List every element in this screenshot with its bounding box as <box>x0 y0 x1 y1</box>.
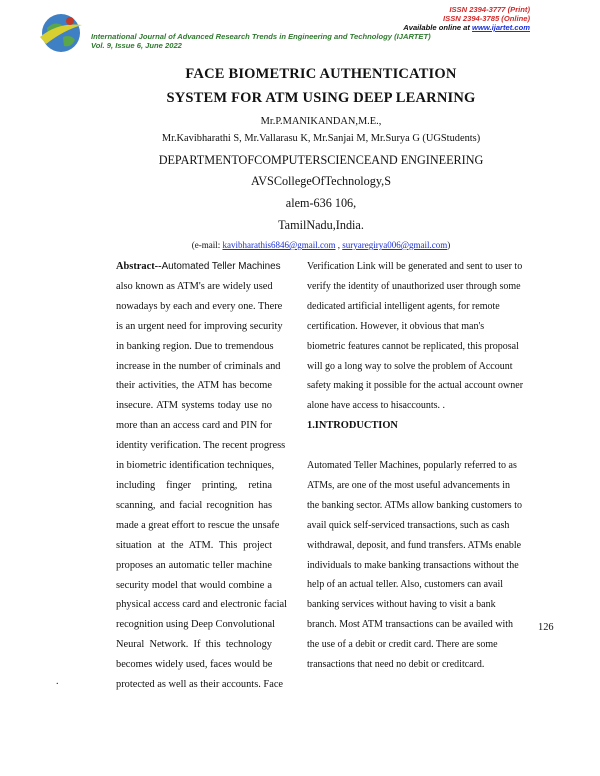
issn-print: ISSN 2394-3777 (Print) <box>449 5 530 14</box>
body-line: biometric features cannot be replicated, this proposal <box>307 340 519 352</box>
abstract-line: made a great effort to rescue the unsafe <box>116 519 280 531</box>
journal-logo-icon <box>38 10 84 56</box>
journal-name: International Journal of Advanced Research Trends in Engineering and Technology (IJARTET) <box>91 32 431 41</box>
section-heading: 1.INTRODUCTION <box>307 420 398 432</box>
email-prefix: (e-mail: <box>191 240 223 250</box>
abstract-line: increase in the number of criminals and <box>116 360 281 372</box>
body-line: safety making it possible for the actual account owner <box>307 380 524 392</box>
right-column <box>307 257 559 675</box>
paper-title-line1: FACE BIOMETRIC AUTHENTICATION <box>185 66 457 82</box>
abstract-line: more than an access card and PIN for <box>116 420 272 432</box>
body-line: the banking sector. ATMs allow banking customers to <box>307 499 522 511</box>
email-suffix: ) <box>447 240 451 250</box>
email-link-1[interactable]: kavibharathis6846@gmail.com <box>222 240 336 250</box>
available-prefix: Available online at <box>403 23 473 32</box>
abstract-line: including finger printing, retina <box>116 479 272 491</box>
abstract-label: Abstract-- <box>116 261 162 272</box>
abstract-line: also known as ATM's are widely used <box>116 280 273 292</box>
abstract-column <box>116 257 288 695</box>
body-line: the use of a debit or credit card. There are some <box>307 639 498 651</box>
department: DEPARTMENTOFCOMPUTERSCIENCEAND ENGINEERING <box>158 153 484 167</box>
abstract-line: Abstract--Automated Teller Machines <box>116 261 281 272</box>
abstract-line: Neural Network. If this technology <box>116 639 272 651</box>
body-line: will go a long way to solve the problem of Account <box>307 360 513 372</box>
body-line: branch. Most ATM transactions can be availed with <box>307 619 514 631</box>
body-line: avail quick self-serviced transactions, such as cash <box>307 519 510 531</box>
body-line: verify the identity of unauthorized user through some <box>307 280 521 292</box>
abstract-line: scanning, and facial recognition has <box>116 499 272 511</box>
abstract-line: proposes an automatic teller machine <box>116 559 272 571</box>
body-line: individuals to make banking transactions without the <box>307 559 519 571</box>
abstract-line: becomes widely used, faces would be <box>116 659 273 671</box>
abstract-line: physical access card and electronic facial <box>116 599 288 611</box>
body-line: ATMs, are one of the most useful advancements in <box>307 479 511 491</box>
abstract-line: nowadays by each and every one. There <box>116 300 283 312</box>
body-line: Automated Teller Machines, popularly referred to as <box>307 460 517 472</box>
college: AVSCollegeOfTechnology,S <box>251 174 391 188</box>
abstract-line: is an urgent need for improving security <box>116 320 283 332</box>
author-line1: Mr.P.MANIKANDAN,M.E., <box>260 116 382 127</box>
body-line: dedicated artificial intelligent agents, for remote <box>307 300 500 312</box>
volume-issue: Vol. 9, Issue 6, June 2022 <box>91 41 182 50</box>
abstract-line: in banking region. Due to tremendous <box>116 340 274 352</box>
body-line: withdrawal, deposit, and fund transfers. ATMs enable <box>307 539 522 551</box>
body-line: certification. However, it obvious that man's <box>307 320 485 332</box>
abstract-line: their activities, the ATM has become <box>116 380 272 392</box>
issn-online: ISSN 2394-3785 (Online) <box>443 14 530 23</box>
body-line: transactions that need no debit or creditcard. <box>307 659 485 671</box>
email-link-2[interactable]: suryaregirya006@gmail.com <box>342 240 448 250</box>
paper-title-line2: SYSTEM FOR ATM USING DEEP LEARNING <box>166 90 476 106</box>
journal-url-link[interactable]: www.ijartet.com <box>472 23 530 32</box>
footnote-dot: . <box>56 676 59 687</box>
email-line <box>0 240 600 250</box>
abstract-line: situation at the ATM. This project <box>116 539 272 551</box>
body-line: help of an actual teller. Also, customers can avail <box>307 579 504 591</box>
author-line2: Mr.Kavibharathi S, Mr.Vallarasu K, Mr.Sanjai M, Mr.Surya G (UGStudents) <box>161 133 481 144</box>
abstract-line: insecure. ATM systems today use no <box>116 400 272 412</box>
abstract-line: in biometric identification techniques, <box>116 460 275 472</box>
abstract-line: recognition using Deep Convolutional <box>116 619 276 631</box>
abstract-line: identity verification. The recent progress <box>116 440 286 452</box>
spacer <box>307 436 559 456</box>
state-country: TamilNadu,India. <box>278 218 364 232</box>
body-line: banking services without having to visit a bank <box>307 599 496 611</box>
college-pin: alem-636 106, <box>285 196 357 210</box>
email-separator: , <box>335 240 343 250</box>
abstract-line: security model that would combine a <box>116 579 272 591</box>
body-line: Verification Link will be generated and sent to user to <box>307 261 523 272</box>
page-number: 126 <box>538 622 554 633</box>
body-line: alone have access to hisaccounts. . <box>307 400 446 412</box>
abstract-line: protected as well as their accounts. Face <box>116 679 284 691</box>
available-online <box>403 23 530 32</box>
